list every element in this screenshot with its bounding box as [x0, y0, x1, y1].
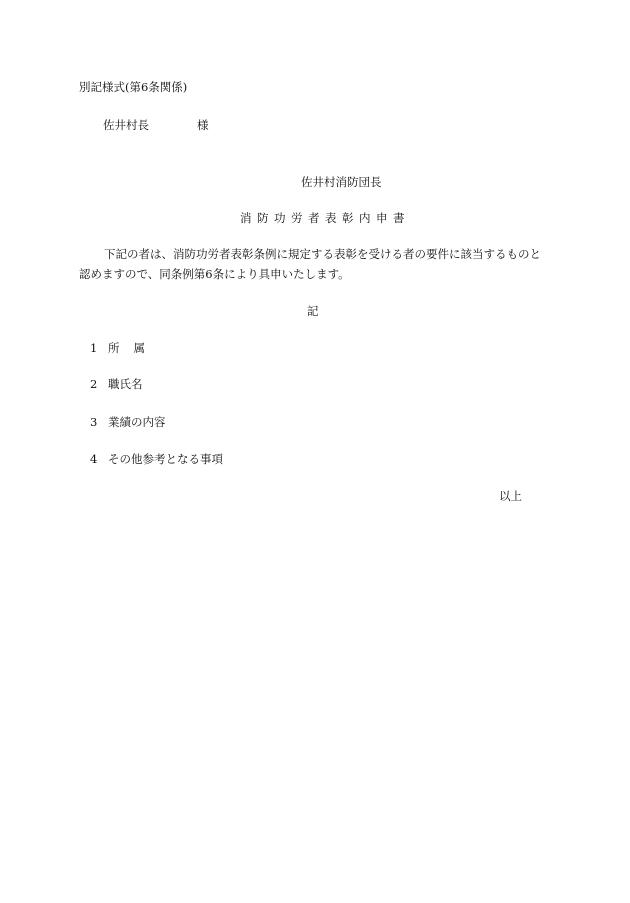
list-item [90, 343, 159, 355]
list-item [90, 454, 223, 466]
body-text-line-2: 認めますので、同条例第6条により具申いたします。 [79, 267, 350, 281]
document-title: 消防功労者表彰内申書 [240, 211, 410, 225]
body-text-line-1: 下記の者は、消防功労者表彰条例に規定する表彰を受ける者の要件に該当するものと [104, 247, 541, 261]
item-label: その他参考となる事項 [108, 452, 223, 466]
item-number: 2 [90, 377, 98, 391]
addressee-honorific: 様 [197, 118, 209, 132]
form-label: 別記様式(第6条関係) [79, 80, 188, 94]
item-number: 3 [90, 415, 98, 429]
item-label: 所属 [108, 341, 159, 355]
sender: 佐井村消防団長 [301, 175, 382, 189]
item-number: 4 [90, 452, 98, 466]
closing-text: 以上 [499, 489, 522, 503]
list-item [90, 417, 166, 429]
item-label: 業績の内容 [108, 415, 166, 429]
addressee-name: 佐井村長 [103, 118, 149, 132]
item-label: 職氏名 [108, 377, 143, 391]
item-number: 1 [90, 341, 98, 355]
ki-heading: 記 [307, 304, 319, 318]
list-item [90, 379, 143, 391]
addressee [103, 118, 209, 132]
